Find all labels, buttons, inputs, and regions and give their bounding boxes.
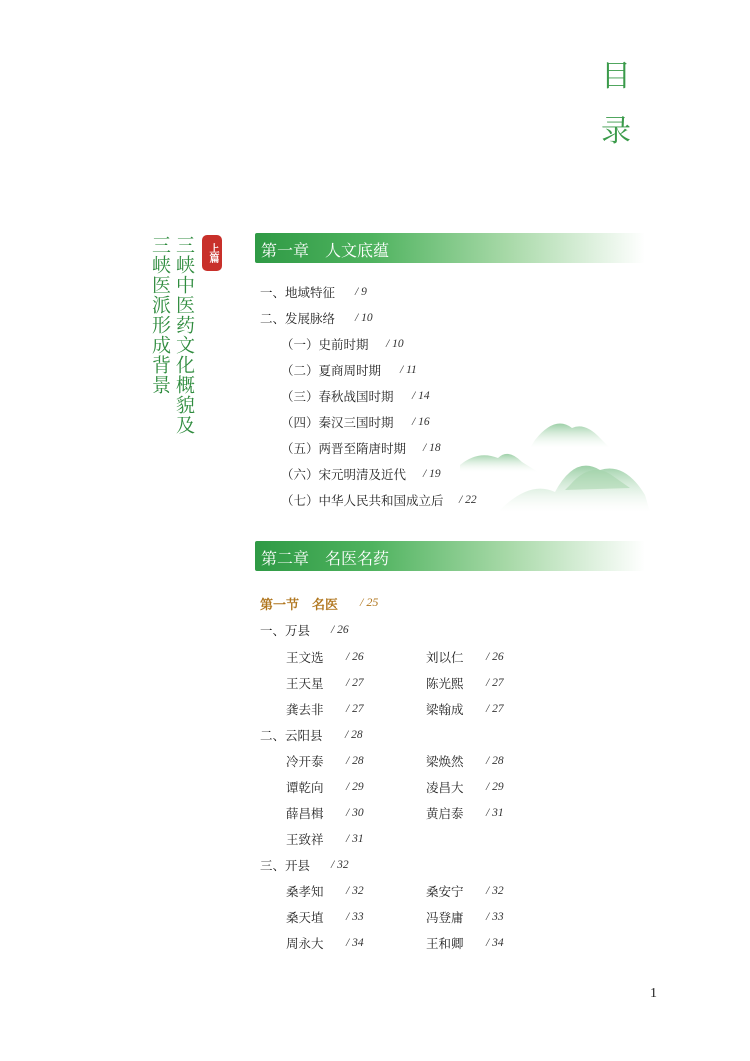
section-heading[interactable]: 第一节 名医 bbox=[260, 598, 339, 613]
toc-page: / 34 bbox=[346, 937, 364, 949]
doctor-entry[interactable]: 陈光熙 bbox=[426, 676, 464, 691]
toc-page: / 32 bbox=[331, 859, 349, 871]
doctor-entry[interactable]: 周永大 bbox=[286, 936, 324, 951]
toc-page: / 10 bbox=[355, 312, 373, 324]
toc-page: / 26 bbox=[486, 651, 504, 663]
toc-page: / 18 bbox=[423, 442, 441, 454]
doctor-entry[interactable]: 龚去非 bbox=[286, 702, 324, 717]
doctor-entry[interactable]: 梁焕然 bbox=[426, 754, 464, 769]
toc-page: / 28 bbox=[486, 755, 504, 767]
doctor-entry[interactable]: 王致祥 bbox=[286, 832, 324, 847]
page-number: 1 bbox=[650, 986, 657, 1001]
doctor-entry[interactable]: 刘以仁 bbox=[426, 650, 464, 665]
toc-entry[interactable]: 一、地域特征 bbox=[260, 285, 336, 300]
mountain-landscape-illustration bbox=[460, 400, 650, 520]
toc-page: / 11 bbox=[400, 364, 417, 376]
toc-page: / 28 bbox=[346, 755, 364, 767]
toc-entry[interactable]: （七）中华人民共和国成立后 bbox=[281, 493, 444, 508]
toc-page: / 14 bbox=[412, 390, 430, 402]
toc-entry[interactable]: （三）春秋战国时期 bbox=[281, 389, 394, 404]
county-entry[interactable]: 三、开县 bbox=[260, 858, 311, 873]
toc-page: / 22 bbox=[459, 494, 477, 506]
doctor-entry[interactable]: 凌昌大 bbox=[426, 780, 464, 795]
doctor-entry[interactable]: 王天星 bbox=[286, 676, 324, 691]
toc-entry[interactable]: 二、发展脉络 bbox=[260, 311, 336, 326]
toc-page: / 31 bbox=[486, 807, 504, 819]
toc-entry[interactable]: （二）夏商周时期 bbox=[281, 363, 382, 378]
toc-page: / 26 bbox=[346, 651, 364, 663]
doctor-entry[interactable]: 桑安宁 bbox=[426, 884, 464, 899]
toc-entry[interactable]: （五）两晋至隋唐时期 bbox=[281, 441, 407, 456]
section-page: / 25 bbox=[360, 595, 379, 609]
chapter-2-label: 第二章 名医名药 bbox=[261, 549, 390, 568]
toc-page: / 19 bbox=[423, 468, 441, 480]
chapter-1-label: 第一章 人文底蕴 bbox=[261, 241, 390, 260]
chapter-1-heading[interactable] bbox=[255, 233, 645, 263]
toc-page: / 9 bbox=[355, 286, 367, 298]
toc-page: / 26 bbox=[331, 624, 349, 636]
doctor-entry[interactable]: 梁翰成 bbox=[426, 702, 464, 717]
doctor-entry[interactable]: 桑孝知 bbox=[286, 884, 324, 899]
toc-page: / 27 bbox=[486, 703, 504, 715]
doctor-entry[interactable]: 桑天埴 bbox=[286, 910, 324, 925]
county-entry[interactable]: 一、万县 bbox=[260, 623, 311, 638]
toc-page: / 16 bbox=[412, 416, 430, 428]
doctor-entry[interactable]: 王和卿 bbox=[426, 936, 464, 951]
doctor-entry[interactable]: 冷开泰 bbox=[286, 754, 324, 769]
contents-title-char-1: 目 bbox=[601, 59, 631, 94]
chapter-2-heading[interactable] bbox=[255, 541, 645, 571]
part-badge: 上篇 bbox=[202, 235, 222, 271]
doctor-entry[interactable]: 王文选 bbox=[286, 650, 324, 665]
toc-page: / 27 bbox=[486, 677, 504, 689]
toc-page: / 29 bbox=[486, 781, 504, 793]
toc-page: / 10 bbox=[386, 338, 404, 350]
toc-page: / 30 bbox=[346, 807, 364, 819]
toc-page: / 29 bbox=[346, 781, 364, 793]
toc-entry[interactable]: （四）秦汉三国时期 bbox=[281, 415, 394, 430]
toc-entry[interactable]: （一）史前时期 bbox=[281, 337, 369, 352]
doctor-entry[interactable]: 冯登庸 bbox=[426, 910, 464, 925]
toc-entry[interactable]: （六）宋元明清及近代 bbox=[281, 467, 407, 482]
contents-title-char-2: 录 bbox=[601, 114, 631, 149]
toc-page: / 33 bbox=[346, 911, 364, 923]
doctor-entry[interactable]: 黄启泰 bbox=[426, 806, 464, 821]
part-title-column-2: 三峡医派形成背景 bbox=[149, 235, 171, 395]
toc-page: / 27 bbox=[346, 703, 364, 715]
toc-page: / 28 bbox=[345, 729, 363, 741]
part-title-column-1: 三峡中医药文化概貌及 bbox=[173, 235, 195, 435]
doctor-entry[interactable]: 谭乾向 bbox=[286, 780, 324, 795]
doctor-entry[interactable]: 薛昌楫 bbox=[286, 806, 324, 821]
toc-page: / 31 bbox=[346, 833, 364, 845]
toc-page: / 32 bbox=[486, 885, 504, 897]
toc-page: / 33 bbox=[486, 911, 504, 923]
toc-page: / 27 bbox=[346, 677, 364, 689]
toc-page: / 32 bbox=[346, 885, 364, 897]
toc-page: / 34 bbox=[486, 937, 504, 949]
county-entry[interactable]: 二、云阳县 bbox=[260, 728, 323, 743]
